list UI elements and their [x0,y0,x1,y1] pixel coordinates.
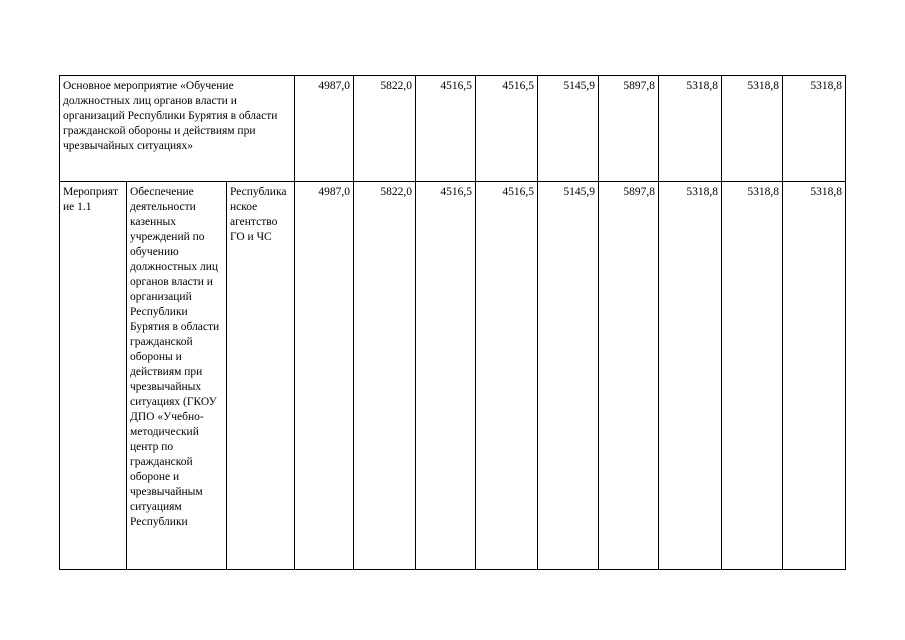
sub-value-9: 5318,8 [783,182,846,570]
sub-value-6: 5897,8 [599,182,659,570]
main-value-3: 4516,5 [416,76,476,182]
main-value-9: 5318,8 [783,76,846,182]
sub-value-4: 4516,5 [476,182,538,570]
main-value-5: 5145,9 [538,76,599,182]
activity-code: Мероприятие 1.1 [60,182,127,570]
table-row-main-activity [60,76,846,182]
sub-value-2: 5822,0 [354,182,416,570]
sub-value-5: 5145,9 [538,182,599,570]
budget-table [59,75,846,570]
table-row-activity-1-1 [60,182,846,570]
activity-executor: Республиканское агентство ГО и ЧС [227,182,295,570]
sub-value-1: 4987,0 [295,182,354,570]
sub-value-7: 5318,8 [659,182,722,570]
main-value-1: 4987,0 [295,76,354,182]
main-value-8: 5318,8 [722,76,783,182]
activity-description: Обеспечение деятельности казенных учреждений по обучению должностных лиц органов власти и организаций Республики Бурятия в области гражданской обороны и действиям при чрезвычайных ситуациях (ГКОУ ДПО «Учебно-методический центр по гражданской обороне и чрезвычайным ситуациям Республики [127,182,227,570]
main-activity-name: Основное мероприятие «Обучение должностных лиц органов власти и организаций Республики Бурятия в области гражданской обороны и действиям при чрезвычайных ситуациях» [60,76,295,182]
sub-value-8: 5318,8 [722,182,783,570]
main-value-4: 4516,5 [476,76,538,182]
main-value-7: 5318,8 [659,76,722,182]
main-value-6: 5897,8 [599,76,659,182]
main-value-2: 5822,0 [354,76,416,182]
sub-value-3: 4516,5 [416,182,476,570]
